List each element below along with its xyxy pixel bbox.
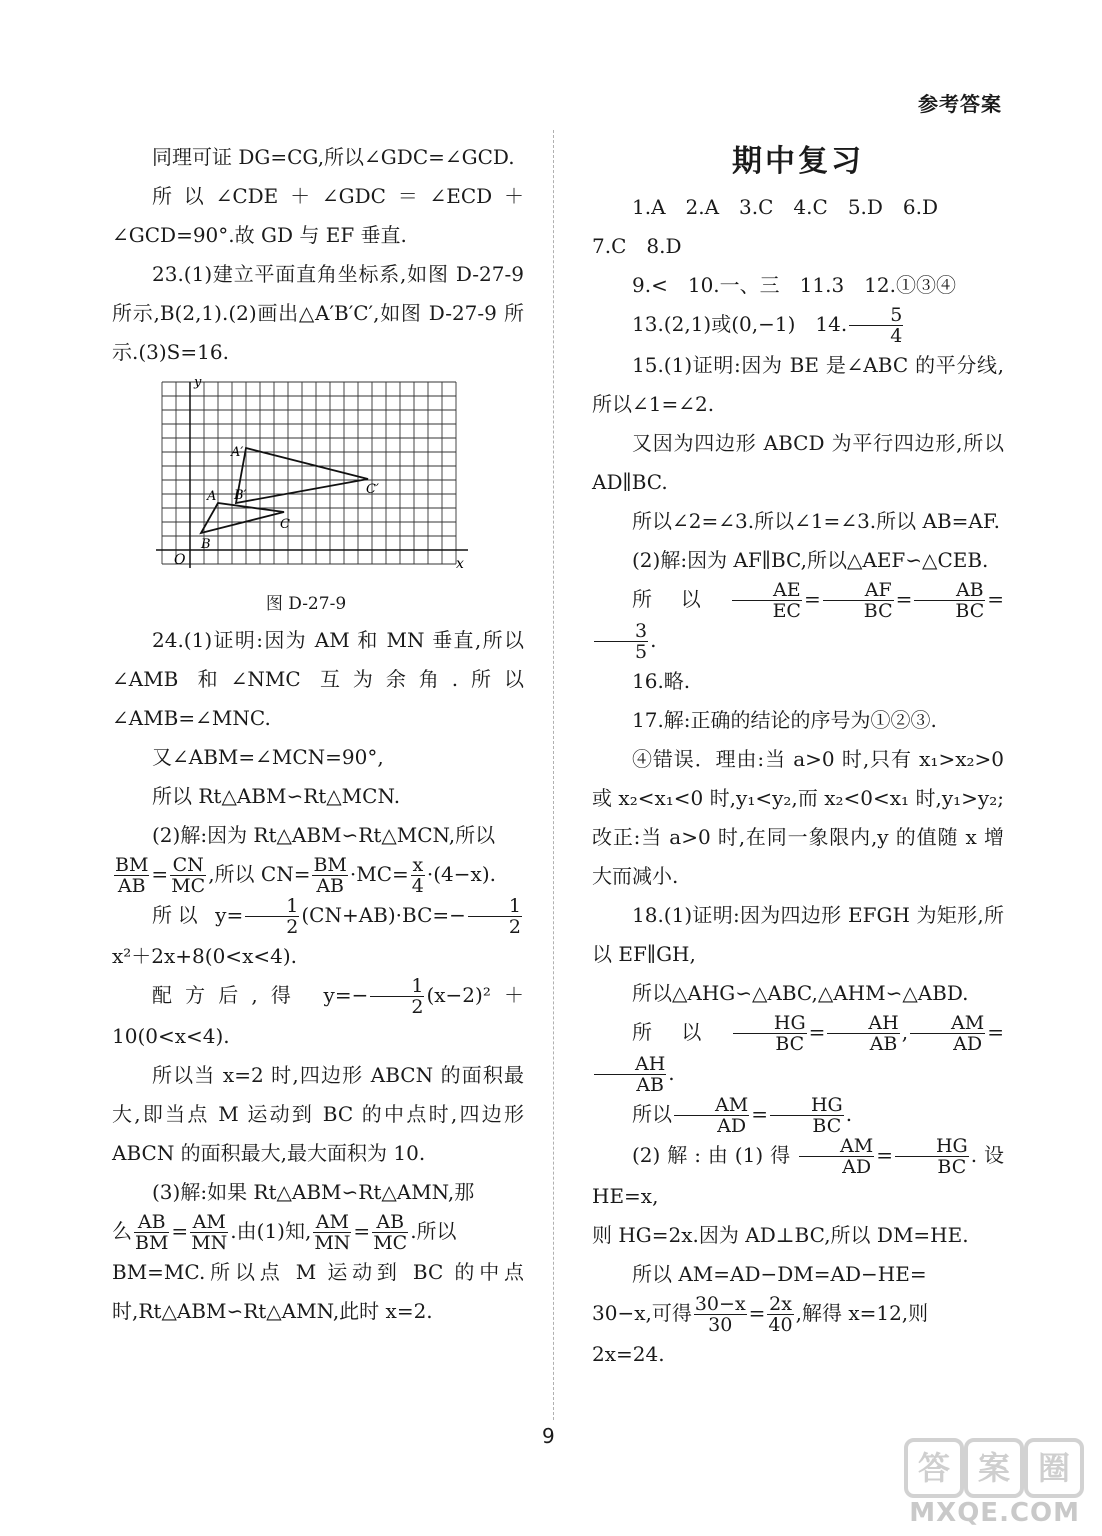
fraction: $\frac{AH}{AB}$ <box>594 1054 666 1095</box>
fraction: $\frac{AM}{AD}$ <box>910 1013 985 1054</box>
fraction: $\frac{5}{4}$ <box>849 305 903 346</box>
text-line: 则 HG=2x.因为 AD⊥BC,所以 DM=HE. <box>592 1223 969 1247</box>
triangle-abc <box>201 503 284 533</box>
section-title: 期中复习 <box>732 144 864 179</box>
axis-label-x: x <box>456 556 464 572</box>
text-line: 同理可证 DG=CG,所以∠GDC=∠GCD. <box>152 145 515 169</box>
text-line: BM=MC.所以点 M 运动到 BC 的中点时,Rt△ABM∽Rt△AMN,此时 x=2. <box>112 1260 524 1323</box>
text-line: 所以 Rt△ABM∽Rt△MCN. <box>152 784 401 808</box>
question-15-part1: 15.(1)证明:因为 BE 是∠ABC 的平分线,所以∠1=∠2. <box>592 353 1004 416</box>
question-15-part2: (2)解:因为 AF∥BC,所以△AEF∽△CEB. <box>632 548 989 572</box>
text-line: 所以∠CDE＋∠GDC＝∠ECD＋∠GCD=90°.故 GD 与 EF 垂直. <box>112 184 524 247</box>
formula-line: 配方后,得 y=− $\frac{1}{2}$ (x−2)²＋10(0<x<4). <box>112 975 524 1048</box>
fraction: $\frac{AB}{BC}$ <box>914 580 985 621</box>
question-16: 16.略. <box>632 669 691 693</box>
point-label-a: A <box>207 489 217 504</box>
text-line: 又因为四边形 ABCD 为平行四边形,所以 AD∥BC. <box>592 431 1004 494</box>
coordinate-figure <box>156 378 496 617</box>
fraction: $\frac{AB}{MC}$ <box>373 1211 408 1254</box>
question-18-part2: (2)解:由(1)得 $\frac{AM}{AD}$ = $\frac{HG}{BC}$ .设 HE=x, <box>592 1135 1004 1208</box>
fraction: $\frac{AM}{MN}$ <box>314 1211 351 1254</box>
point-label-c: C <box>280 517 290 532</box>
answer-line: 1.A 2.A 3.C 4.C 5.D 6.D <box>632 195 939 219</box>
text-line: 又∠ABM=∠MCN=90°, <box>152 745 384 769</box>
text-line: 所以∠2=∠3.所以∠1=∠3.所以 AB=AF. <box>632 509 1000 533</box>
answer-line: 9.< 10.一、三 11.3 12.①③④ <box>632 273 956 297</box>
fraction: $\frac{30-x}{30}$ <box>694 1293 746 1336</box>
right-column <box>592 138 1004 1374</box>
question-24-part3: (3)解:如果 Rt△ABM∽Rt△AMN,那 <box>152 1180 475 1204</box>
question-17: 17.解:正确的结论的序号为①②③. <box>632 708 937 732</box>
watermark-logo <box>904 1438 1084 1530</box>
text-line: ④错误．理由:当 a>0 时,只有 x₁>x₂>0 或 x₂<x₁<0 时,y₁<y₂,而 x₂<0<x₁ 时,y₁>y₂;改正:当 a>0 时,在同一象限内,y 的值随 x 增大而减小. <box>592 747 1004 888</box>
fraction: $\frac{CN}{MC}$ <box>171 854 206 897</box>
fraction: $\frac{HG}{BC}$ <box>770 1095 844 1136</box>
question-24-part2: (2)解:因为 Rt△ABM∽Rt△MCN,所以 <box>152 823 496 847</box>
fraction: $\frac{BM}{AB}$ <box>115 854 149 897</box>
fraction: $\frac{x}{4}$ <box>411 854 424 897</box>
watermark-char: 答 <box>904 1438 964 1498</box>
answer-line: 13.(2,1)或(0,−1) 14. $\frac{5}{4}$ <box>632 304 903 347</box>
fraction: $\frac{AM}{AD}$ <box>674 1095 749 1136</box>
page-header: 参考答案 <box>918 92 1002 116</box>
formula-line: 所以 $\frac{AM}{AD}$ = $\frac{HG}{BC}$ . <box>632 1094 853 1137</box>
text-line: 所以 AM=AD−DM=AD−HE= <box>632 1262 927 1286</box>
fraction: $\frac{AM}{AD}$ <box>799 1136 874 1177</box>
watermark-text: MXQE.COM <box>909 1498 1080 1528</box>
grid-diagram <box>156 378 476 578</box>
left-column <box>112 138 524 1331</box>
fraction: $\frac{BM}{AB}$ <box>313 854 347 897</box>
text-line: 2x=24. <box>592 1342 665 1366</box>
fraction: $\frac{AE}{EC}$ <box>732 580 802 621</box>
point-label-b: B <box>201 537 211 552</box>
point-label-c-prime: C′ <box>366 482 379 497</box>
point-label-b-prime: B′ <box>234 488 247 503</box>
fraction: $\frac{AF}{BC}$ <box>823 580 894 621</box>
fraction: $\frac{AB}{BM}$ <box>135 1211 169 1254</box>
axis-label-y: y <box>194 378 202 390</box>
fraction: $\frac{AH}{AB}$ <box>827 1013 899 1054</box>
formula-line: 么 $\frac{AB}{BM}$ = $\frac{AM}{MN}$ .由(1)知, $\frac{AM}{MN}$ = $\frac{AB}{MC}$ .所以 <box>112 1211 457 1254</box>
question-23: 23.(1)建立平面直角坐标系,如图 D-27-9 所示,B(2,1).(2)画出△A′B′C′,如图 D-27-9 所示.(3)S=16. <box>112 262 524 364</box>
fraction: $\frac{1}{2}$ <box>370 976 424 1017</box>
origin-label: O <box>174 552 186 568</box>
fraction: $\frac{HG}{BC}$ <box>895 1136 969 1177</box>
watermark-char: 案 <box>964 1438 1024 1498</box>
fraction: $\frac{AM}{MN}$ <box>191 1211 228 1254</box>
column-divider <box>553 130 554 1420</box>
fraction: $\frac{3}{5}$ <box>594 621 648 662</box>
fraction: $\frac{1}{2}$ <box>245 896 299 937</box>
page-number: 9 <box>542 1424 555 1448</box>
fraction: $\frac{HG}{BC}$ <box>733 1013 807 1054</box>
formula-line: 所以 y= $\frac{1}{2}$ (CN+AB)·BC=− $\frac{1}{2}$ x²＋2x+8(0<x<4). <box>112 895 521 968</box>
text-line: 所以△AHG∽△ABC,△AHM∽△ABD. <box>632 981 969 1005</box>
watermark-char: 圈 <box>1024 1438 1084 1498</box>
fraction: $\frac{1}{2}$ <box>468 896 522 937</box>
formula-line: 30−x,可得 $\frac{30-x}{30}$ = $\frac{2x}{40}$ ,解得 x=12,则 <box>592 1293 929 1336</box>
formula-line: 所以 $\frac{AE}{EC}$ = $\frac{AF}{BC}$ = $\frac{AB}{BC}$ = $\frac{3}{5}$ . <box>592 580 1004 662</box>
answer-line: 7.C 8.D <box>592 234 682 258</box>
formula-line: $\frac{BM}{AB}$ = $\frac{CN}{MC}$ ,所以 CN= $\frac{BM}{AB}$ ·MC= $\frac{x}{4}$ ·(4−x). <box>115 854 496 897</box>
question-18-part1: 18.(1)证明:因为四边形 EFGH 为矩形,所以 EF∥GH, <box>592 903 1004 966</box>
formula-line: 所以 $\frac{HG}{BC}$ = $\frac{AH}{AB}$ , $\frac{AM}{AD}$ = $\frac{AH}{AB}$ . <box>592 1013 1004 1095</box>
figure-caption: 图 D-27-9 <box>265 594 347 614</box>
text-line: 所以当 x=2 时,四边形 ABCN 的面积最大,即当点 M 运动到 BC 的中点时,四边形 ABCN 的面积最大,最大面积为 10. <box>112 1063 524 1165</box>
question-24-part1: 24.(1)证明:因为 AM 和 MN 垂直,所以∠AMB 和∠NMC 互为余角.所以∠AMB=∠MNC. <box>112 628 524 730</box>
point-label-a-prime: A′ <box>231 445 244 460</box>
fraction: $\frac{2x}{40}$ <box>768 1293 793 1336</box>
